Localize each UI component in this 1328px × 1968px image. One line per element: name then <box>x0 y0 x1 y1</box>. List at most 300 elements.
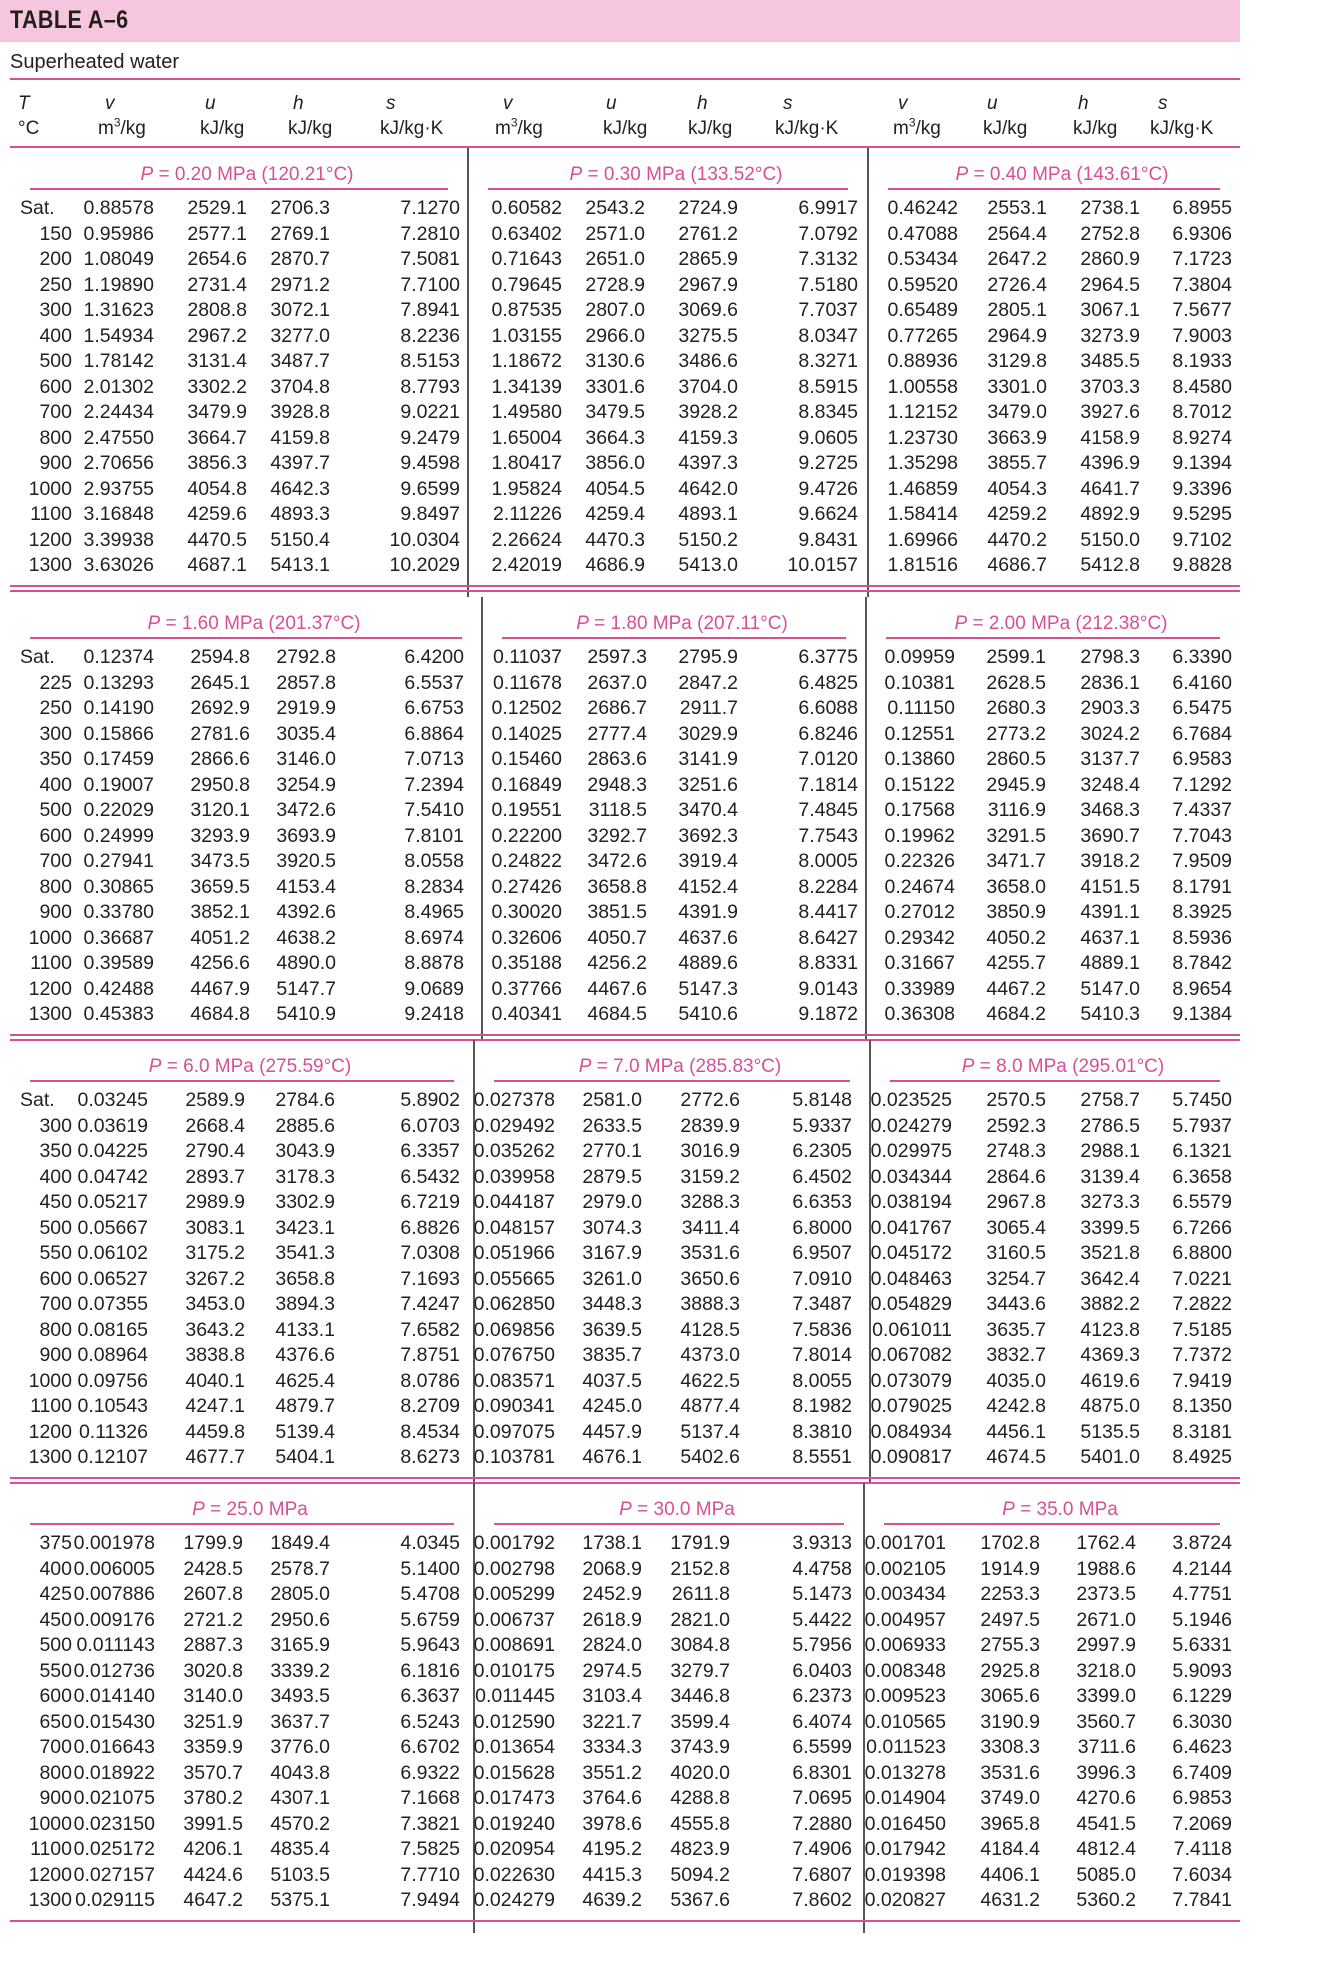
value-cell: 0.63402 <box>491 222 562 245</box>
value-cell: 7.2069 <box>1172 1812 1232 1835</box>
value-cell: 2948.3 <box>587 773 647 796</box>
value-cell: 1.19890 <box>83 273 154 296</box>
value-cell: 5.6331 <box>1172 1634 1232 1656</box>
value-cell: 0.103781 <box>473 1446 555 1468</box>
value-cell: 6.5579 <box>1172 1191 1232 1213</box>
value-cell: 5402.6 <box>680 1446 740 1468</box>
value-cell: 3856.0 <box>585 452 645 474</box>
table-row <box>0 1710 1240 1736</box>
value-cell: 4684.2 <box>986 1003 1046 1025</box>
value-cell: 3020.8 <box>183 1659 243 1682</box>
value-cell: 7.7543 <box>798 824 858 847</box>
value-cell: 4.4758 <box>792 1557 852 1580</box>
value-cell: 1.49580 <box>491 401 562 423</box>
value-cell: 2428.5 <box>183 1557 243 1580</box>
value-cell: 8.1982 <box>792 1395 852 1417</box>
value-cell: 2452.9 <box>582 1583 642 1605</box>
value-cell: 7.7841 <box>1172 1889 1232 1911</box>
value-cell: 0.003434 <box>864 1583 946 1605</box>
value-cell: 2628.5 <box>986 671 1046 694</box>
value-cell: 2.01302 <box>83 375 154 398</box>
value-cell: 7.2394 <box>404 773 464 796</box>
value-cell: 4406.1 <box>980 1863 1040 1886</box>
value-cell: 0.001701 <box>864 1532 946 1554</box>
value-cell: 3485.5 <box>1080 350 1140 372</box>
value-cell: 6.3030 <box>1172 1710 1232 1733</box>
value-cell: 3894.3 <box>275 1293 335 1315</box>
value-cell: 1799.9 <box>183 1532 243 1554</box>
value-cell: 9.0605 <box>798 426 858 449</box>
value-cell: 3487.7 <box>270 350 330 372</box>
value-cell: 9.8828 <box>1172 554 1232 576</box>
value-cell: 2773.2 <box>986 722 1046 745</box>
value-cell: 4.2144 <box>1172 1557 1232 1580</box>
table-row <box>0 1318 1240 1344</box>
value-cell: 6.6753 <box>404 697 464 719</box>
value-cell: 1914.9 <box>980 1557 1040 1580</box>
value-cell: 3521.8 <box>1080 1242 1140 1264</box>
value-cell: 2686.7 <box>587 697 647 719</box>
value-cell: 3664.3 <box>585 426 645 449</box>
value-cell: 2633.5 <box>582 1114 642 1137</box>
value-cell: 2570.5 <box>986 1089 1046 1111</box>
value-cell: 7.7710 <box>400 1863 460 1886</box>
value-cell: 1.12152 <box>887 401 958 423</box>
value-cell: 6.9583 <box>1172 748 1232 770</box>
value-cell: 7.5836 <box>792 1318 852 1341</box>
value-cell: 6.6088 <box>798 697 858 719</box>
value-cell: 4642.3 <box>270 477 330 500</box>
value-cell: 4307.1 <box>270 1787 330 1809</box>
value-cell: 2599.1 <box>986 646 1046 668</box>
value-cell: 4879.7 <box>275 1395 335 1417</box>
pressure-label: P = 2.00 MPa (212.38°C) <box>954 613 1168 634</box>
value-cell: 2919.9 <box>276 697 336 719</box>
value-cell: 5.6759 <box>400 1608 460 1631</box>
value-cell: 2863.6 <box>587 748 647 770</box>
value-cell: 0.24999 <box>83 824 154 847</box>
value-cell: 7.8014 <box>792 1344 852 1366</box>
header-u-unit-3: kJ/kg <box>983 118 1028 139</box>
table-row <box>0 1088 1240 1114</box>
value-cell: 2967.9 <box>678 273 738 296</box>
value-cell: 3776.0 <box>270 1736 330 1758</box>
value-cell: 0.015430 <box>73 1710 155 1733</box>
value-cell: 0.008691 <box>473 1634 555 1656</box>
value-cell: 4889.6 <box>678 952 738 974</box>
temperature-cell: 800 <box>39 426 72 449</box>
value-cell: 4255.7 <box>986 952 1046 974</box>
value-cell: 3711.6 <box>1077 1736 1136 1758</box>
temperature-cell: 1000 <box>28 477 72 500</box>
value-cell: 4676.1 <box>582 1446 642 1468</box>
value-cell: 8.8345 <box>798 401 858 423</box>
value-cell: 0.19962 <box>884 824 955 847</box>
header-v-unit-1: $m^3/kg$ <box>98 115 146 139</box>
value-cell: 2.11226 <box>492 503 562 525</box>
value-cell: 3531.6 <box>680 1242 740 1264</box>
header-v-3: v <box>898 93 908 114</box>
table-row <box>0 528 1240 554</box>
value-cell: 6.8246 <box>798 722 858 745</box>
value-cell: 0.009176 <box>73 1608 155 1631</box>
temperature-cell: 225 <box>39 671 72 694</box>
value-cell: 9.3396 <box>1172 477 1232 500</box>
value-cell: 2964.9 <box>987 324 1047 347</box>
value-cell: 3277.0 <box>270 324 330 347</box>
table-row <box>0 247 1240 273</box>
value-cell: 0.46242 <box>887 197 958 219</box>
value-cell: 4424.6 <box>183 1863 243 1886</box>
temperature-cell: 500 <box>39 1216 72 1239</box>
value-cell: 2654.6 <box>187 248 247 270</box>
value-cell: 0.06102 <box>77 1242 148 1264</box>
value-cell: 3359.9 <box>183 1736 243 1758</box>
value-cell: 8.4534 <box>400 1420 460 1443</box>
value-cell: 4625.4 <box>275 1369 335 1392</box>
value-cell: 0.009523 <box>864 1685 946 1707</box>
value-cell: 8.6273 <box>400 1446 460 1468</box>
temperature-cell: 500 <box>39 799 72 821</box>
value-cell: 3029.9 <box>678 722 738 745</box>
value-cell: 4875.0 <box>1080 1395 1140 1417</box>
value-cell: 6.0403 <box>792 1659 852 1682</box>
pressure-underline <box>494 1523 844 1525</box>
value-cell: 0.038194 <box>870 1191 952 1213</box>
value-cell: 2.26624 <box>491 528 562 551</box>
value-cell: 2967.2 <box>187 324 247 347</box>
header-h-unit-3: kJ/kg <box>1073 118 1118 139</box>
value-cell: 3838.8 <box>185 1344 245 1366</box>
table-row <box>0 1531 1240 1557</box>
value-cell: 0.31667 <box>884 952 955 974</box>
temperature-cell: 150 <box>39 222 72 245</box>
pressure-underline <box>884 1523 1220 1525</box>
value-cell: 0.022630 <box>473 1863 555 1886</box>
value-cell: 4470.3 <box>585 528 645 551</box>
value-cell: 0.42488 <box>83 977 154 1000</box>
value-cell: 8.4965 <box>404 901 464 923</box>
value-cell: 2637.0 <box>587 671 647 694</box>
value-cell: 0.019240 <box>473 1812 555 1835</box>
value-cell: 5.4422 <box>792 1608 852 1631</box>
pressure-underline <box>30 1080 454 1082</box>
value-cell: 8.8878 <box>404 952 464 974</box>
value-cell: 3479.5 <box>585 401 645 423</box>
value-cell: 3291.5 <box>986 824 1046 847</box>
value-cell: 6.4160 <box>1172 671 1232 694</box>
value-cell: 3642.4 <box>1080 1267 1140 1290</box>
value-cell: 3178.3 <box>275 1165 335 1188</box>
value-cell: 2769.1 <box>270 222 330 245</box>
value-cell: 0.011523 <box>866 1736 946 1758</box>
temperature-cell: 1000 <box>28 1369 72 1392</box>
value-cell: 5094.2 <box>670 1863 730 1886</box>
value-cell: 2786.5 <box>1080 1114 1140 1137</box>
temperature-cell: 600 <box>39 1267 72 1290</box>
temperature-cell: 350 <box>39 1140 72 1162</box>
value-cell: 0.039958 <box>473 1165 555 1188</box>
value-cell: 4631.2 <box>980 1889 1040 1911</box>
value-cell: 3273.9 <box>1080 324 1140 347</box>
value-cell: 3928.2 <box>678 401 738 423</box>
value-cell: 2857.8 <box>276 671 336 694</box>
table-row <box>0 824 1240 850</box>
value-cell: 2989.9 <box>185 1191 245 1213</box>
value-cell: 6.8955 <box>1172 197 1232 219</box>
value-cell: 4256.2 <box>587 952 647 974</box>
value-cell: 4397.3 <box>678 452 738 474</box>
value-cell: 3703.3 <box>1080 375 1140 398</box>
value-cell: 5410.6 <box>678 1003 738 1025</box>
value-cell: 3160.5 <box>986 1242 1046 1264</box>
value-cell: 0.11326 <box>78 1420 148 1443</box>
table-row <box>0 977 1240 1003</box>
value-cell: 1.78142 <box>83 350 154 372</box>
table-row <box>0 400 1240 426</box>
table-row <box>0 1114 1240 1140</box>
value-cell: 3221.7 <box>582 1710 642 1733</box>
value-cell: 4288.8 <box>670 1787 730 1809</box>
value-cell: 2692.9 <box>190 697 250 719</box>
value-cell: 2807.0 <box>585 299 645 321</box>
value-cell: 3254.9 <box>276 773 336 796</box>
value-cell: 0.36308 <box>884 1003 955 1025</box>
value-cell: 2865.9 <box>678 248 738 270</box>
value-cell: 3643.2 <box>185 1318 245 1341</box>
value-cell: 6.7409 <box>1172 1761 1232 1784</box>
value-cell: 2543.2 <box>585 197 645 219</box>
table-row <box>0 1369 1240 1395</box>
value-cell: 0.16849 <box>491 773 562 796</box>
value-cell: 3637.7 <box>270 1710 330 1733</box>
value-cell: 2792.8 <box>276 646 336 668</box>
value-cell: 0.10381 <box>884 671 955 694</box>
value-cell: 2594.8 <box>190 646 250 668</box>
value-cell: 2911.7 <box>679 697 738 719</box>
value-cell: 3743.9 <box>670 1736 730 1758</box>
value-cell: 7.0713 <box>404 748 464 770</box>
value-cell: 0.08165 <box>77 1318 148 1341</box>
value-cell: 7.4906 <box>792 1838 852 1860</box>
block-bottom-rule <box>10 1482 1240 1484</box>
value-cell: 2577.1 <box>187 222 247 245</box>
value-cell: 7.3821 <box>400 1812 460 1835</box>
value-cell: 9.0221 <box>400 401 460 423</box>
value-cell: 0.006933 <box>864 1634 946 1656</box>
value-cell: 6.0703 <box>400 1114 460 1137</box>
value-cell: 1.54934 <box>83 324 154 347</box>
value-cell: 0.09959 <box>884 646 955 668</box>
value-cell: 2945.9 <box>986 773 1046 796</box>
pressure-underline <box>488 188 848 190</box>
value-cell: 3069.6 <box>678 299 738 321</box>
value-cell: 5360.2 <box>1076 1889 1136 1911</box>
value-cell: 4259.2 <box>987 503 1047 525</box>
pressure-label: P = 8.0 MPa (295.01°C) <box>961 1056 1165 1077</box>
temperature-cell: 1300 <box>28 554 72 576</box>
value-cell: 7.4337 <box>1172 799 1232 821</box>
value-cell: 2253.3 <box>980 1583 1040 1605</box>
value-cell: 9.1384 <box>1172 1003 1232 1025</box>
value-cell: 4195.2 <box>582 1838 642 1860</box>
value-cell: 3399.0 <box>1076 1685 1136 1707</box>
value-cell: 2847.2 <box>678 671 738 694</box>
value-cell: 7.5677 <box>1172 299 1232 321</box>
value-cell: 0.083571 <box>473 1369 555 1392</box>
value-cell: 3443.6 <box>986 1293 1046 1315</box>
value-cell: 3991.5 <box>183 1812 243 1835</box>
value-cell: 0.001792 <box>473 1532 555 1554</box>
value-cell: 3141.9 <box>678 748 738 770</box>
value-cell: 2581.0 <box>582 1089 642 1111</box>
value-cell: 2971.2 <box>270 273 330 296</box>
header-h-3: h <box>1078 93 1089 114</box>
header-u-2: u <box>606 93 617 114</box>
value-cell: 9.2725 <box>798 452 858 474</box>
value-cell: 0.09756 <box>77 1369 148 1392</box>
value-cell: 5.1400 <box>400 1557 460 1580</box>
table-row <box>0 298 1240 324</box>
value-cell: 0.011143 <box>76 1634 155 1656</box>
value-cell: 4050.2 <box>986 926 1046 949</box>
value-cell: 3074.3 <box>582 1216 642 1239</box>
value-cell: 1.34139 <box>491 375 562 398</box>
header-h-2: h <box>697 93 708 114</box>
value-cell: 0.95986 <box>83 222 154 245</box>
temperature-cell: 1200 <box>28 977 72 1000</box>
table-row <box>0 1786 1240 1812</box>
value-cell: 3302.9 <box>275 1191 335 1213</box>
value-cell: 0.30020 <box>491 901 562 923</box>
value-cell: 0.002105 <box>864 1557 946 1580</box>
value-cell: 3749.0 <box>980 1787 1040 1809</box>
value-cell: 3175.2 <box>185 1242 245 1264</box>
value-cell: 2.24434 <box>83 401 154 423</box>
value-cell: 1702.8 <box>980 1532 1040 1554</box>
table-row <box>0 196 1240 222</box>
value-cell: 5.1946 <box>1172 1608 1232 1631</box>
value-cell: 6.2305 <box>792 1140 852 1162</box>
value-cell: 0.090817 <box>870 1446 952 1468</box>
value-cell: 4812.4 <box>1076 1838 1136 1860</box>
value-cell: 4376.6 <box>275 1344 335 1366</box>
value-cell: 0.067082 <box>870 1344 952 1366</box>
table-row <box>0 1445 1240 1471</box>
pressure-underline <box>888 188 1220 190</box>
value-cell: 4619.6 <box>1080 1369 1140 1392</box>
value-cell: 5139.4 <box>275 1420 335 1443</box>
value-cell: 8.3810 <box>792 1420 852 1443</box>
value-cell: 0.27012 <box>884 901 955 923</box>
value-cell: 6.6353 <box>792 1191 852 1213</box>
value-cell: 1.80417 <box>491 452 562 474</box>
value-cell: 3453.0 <box>185 1293 245 1315</box>
value-cell: 2885.6 <box>275 1114 335 1137</box>
value-cell: 0.004957 <box>864 1608 946 1631</box>
value-cell: 7.5825 <box>400 1838 460 1860</box>
value-cell: 0.19007 <box>83 773 154 796</box>
value-cell: 2706.3 <box>270 197 330 219</box>
value-cell: 5103.5 <box>270 1863 330 1886</box>
value-cell: 7.8751 <box>400 1344 460 1366</box>
value-cell: 4256.6 <box>190 952 250 974</box>
temperature-cell: 300 <box>39 722 72 745</box>
value-cell: 1791.9 <box>670 1532 730 1554</box>
value-cell: 4622.5 <box>680 1369 740 1392</box>
value-cell: 3693.9 <box>276 824 336 847</box>
value-cell: 4206.1 <box>183 1838 243 1860</box>
value-cell: 3832.7 <box>986 1344 1046 1366</box>
table-row <box>0 1002 1240 1028</box>
value-cell: 0.24674 <box>884 875 955 898</box>
value-cell: 0.001978 <box>73 1532 155 1554</box>
value-cell: 2784.6 <box>275 1089 335 1111</box>
value-cell: 3851.5 <box>587 901 647 923</box>
value-cell: 0.05667 <box>77 1216 148 1239</box>
value-cell: 3918.2 <box>1080 850 1140 872</box>
value-cell: 7.7100 <box>400 273 460 296</box>
value-cell: 4541.5 <box>1076 1812 1136 1835</box>
temperature-cell: 550 <box>39 1242 72 1264</box>
value-cell: 0.018922 <box>73 1761 155 1784</box>
table-row <box>0 722 1240 748</box>
value-cell: 4637.6 <box>678 926 738 949</box>
value-cell: 4823.9 <box>670 1838 730 1860</box>
value-cell: 9.2479 <box>400 426 460 449</box>
value-cell: 7.2880 <box>792 1812 852 1835</box>
value-cell: 7.0308 <box>400 1242 460 1264</box>
value-cell: 8.5551 <box>792 1446 852 1468</box>
value-cell: 2988.1 <box>1080 1140 1140 1162</box>
value-cell: 8.7012 <box>1172 401 1232 423</box>
value-cell: 0.40341 <box>491 1003 562 1025</box>
table-row <box>0 502 1240 528</box>
value-cell: 7.9494 <box>400 1889 460 1911</box>
value-cell: 3035.4 <box>276 722 336 745</box>
value-cell: 0.048157 <box>473 1216 555 1239</box>
temperature-cell: 375 <box>39 1532 72 1554</box>
table-row <box>0 1608 1240 1634</box>
value-cell: 0.013654 <box>473 1736 555 1758</box>
value-cell: 0.015628 <box>473 1761 555 1784</box>
table-row <box>0 1633 1240 1659</box>
value-cell: 3664.7 <box>187 426 247 449</box>
value-cell: 0.10543 <box>77 1395 148 1417</box>
value-cell: 8.2236 <box>400 324 460 347</box>
value-cell: 9.4726 <box>798 477 858 500</box>
table-row <box>0 273 1240 299</box>
value-cell: 8.1933 <box>1172 350 1232 372</box>
table-row <box>0 1761 1240 1787</box>
value-cell: 0.027378 <box>473 1089 555 1111</box>
temperature-cell: 600 <box>39 1685 72 1707</box>
value-cell: 6.4623 <box>1172 1736 1232 1758</box>
value-cell: 7.3132 <box>798 248 858 270</box>
value-cell: 3137.7 <box>1080 748 1140 770</box>
value-cell: 4153.4 <box>276 875 336 898</box>
value-cell: 8.0055 <box>792 1369 852 1392</box>
value-cell: 1.69966 <box>887 528 958 551</box>
value-cell: 0.47088 <box>887 222 958 245</box>
value-cell: 7.8602 <box>792 1889 852 1911</box>
block-bottom-rule <box>10 1039 1240 1041</box>
value-cell: 4467.9 <box>190 977 250 1000</box>
value-cell: 2.47550 <box>83 426 154 449</box>
value-cell: 7.7037 <box>798 299 858 321</box>
value-cell: 4470.5 <box>187 528 247 551</box>
value-cell: 0.04742 <box>77 1165 148 1188</box>
